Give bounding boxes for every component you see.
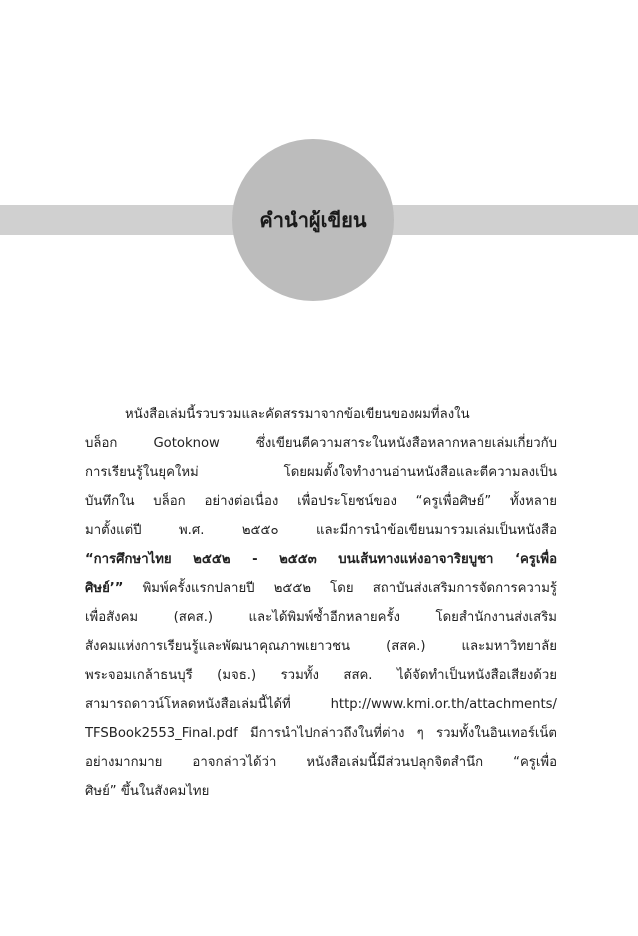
body-line-7-rest: พิมพ์ครั้งแรกปลายปี ๒๕๕๒ โดย สถาบันส่งเสริมการจัดการความรู้ (123, 581, 557, 596)
preface-body (85, 400, 557, 806)
body-line-5: มาตั้งแต่ปี พ.ศ. ๒๕๕๐ และมีการนำข้อเขียนมารวมเล่มเป็นหนังสือ (85, 523, 557, 538)
book-title-bold: “การศึกษาไทย ๒๕๕๒ - ๒๕๕๓ บนเส้นทางแห่งอาจาริยบูชา ‘ครูเพื่อ (85, 552, 557, 567)
body-line-14: ศิษย์” ขึ้นในสังคมไทย (85, 784, 210, 799)
body-line-9: สังคมแห่งการเรียนรู้และพัฒนาคุณภาพเยาวชน (สสค.) และมหาวิทยาลัย (85, 639, 557, 654)
body-line-11: สามารถดาวน์โหลดหนังสือเล่มนี้ได้ที่ http://www.kmi.or.th/attachments/ (85, 697, 557, 712)
body-line-10: พระจอมเกล้าธนบุรี (มจธ.) รวมทั้ง สสค. ได้จัดทำเป็นหนังสือเสียงด้วย (85, 668, 557, 683)
body-line-8: เพื่อสังคม (สคส.) และได้พิมพ์ซ้ำอีกหลายครั้ง โดยสำนักงานส่งเสริม (85, 610, 557, 625)
body-line-6 (85, 545, 557, 574)
body-line-1: หนังสือเล่มนี้รวบรวมและคัดสรรมาจากข้อเขียนของผมที่ลงใน (125, 407, 470, 422)
page-title: คำนำผู้เขียน (259, 208, 367, 232)
body-line-12: TFSBook2553_Final.pdf มีการนำไปกล่าวถึงในที่ต่าง ๆ รวมทั้งในอินเทอร์เน็ต (85, 726, 557, 741)
body-line-2: บล็อก Gotoknow ซึ่งเขียนตีความสาระในหนังสือหลากหลายเล่มเกี่ยวกับ (85, 436, 557, 451)
body-line-7 (85, 574, 557, 603)
book-title-bold-end: ศิษย์’” (85, 581, 124, 596)
body-line-13: อย่างมากมาย อาจกล่าวได้ว่า หนังสือเล่มนี้มีส่วนปลุกจิตสำนึก “ครูเพื่อ (85, 755, 557, 770)
body-line-3: การเรียนรู้ในยุคใหม่ โดยผมตั้งใจทำงานอ่านหนังสือและตีความลงเป็น (85, 465, 557, 480)
body-line-4: บันทึกใน บล็อก อย่างต่อเนื่อง เพื่อประโยชน์ของ “ครูเพื่อศิษย์” ทั้งหลาย (85, 494, 557, 509)
